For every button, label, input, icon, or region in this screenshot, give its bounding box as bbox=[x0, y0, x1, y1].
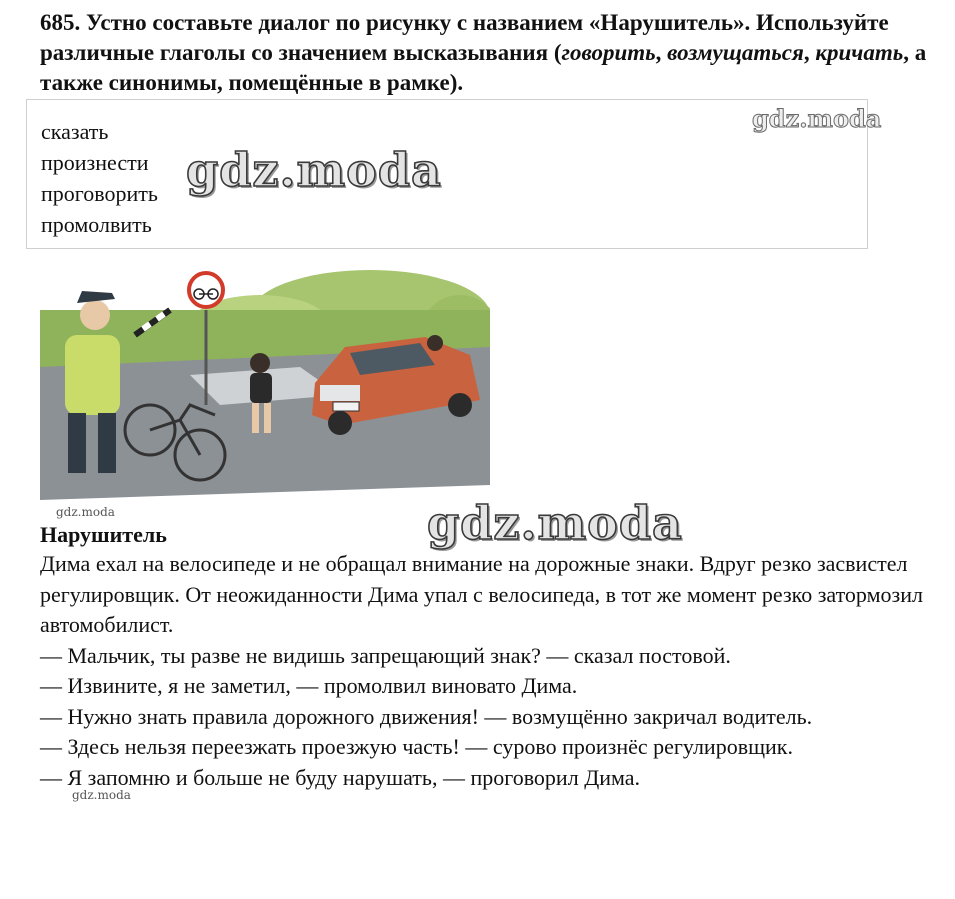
task-number: 685. bbox=[40, 10, 81, 35]
watermark-logo: gdz.moda bbox=[752, 104, 882, 133]
traffic-scene-illustration bbox=[40, 255, 490, 515]
synonym-item: проговорить bbox=[41, 181, 158, 206]
story-text bbox=[40, 549, 940, 793]
dialogue-line: — Здесь нельзя переезжать проезжую часть! — сурово произнёс регулировщик. bbox=[40, 734, 793, 759]
synonyms-frame bbox=[26, 99, 868, 249]
task-verb: возмущаться bbox=[667, 40, 804, 65]
synonym-item: промолвить bbox=[41, 212, 152, 237]
dialogue-line: — Мальчик, ты разве не видишь запрещающий знак? — сказал постовой. bbox=[40, 642, 731, 668]
task-statement: 685. Устно составьте диалог по рисунку с названием «Нарушитель». Используйте различные глаголы со значением высказывания (говорить, возмущаться, кричать, а также синонимы, помещённые в рамке). bbox=[40, 10, 927, 95]
task-verb: говорить bbox=[561, 40, 656, 65]
synonyms-list bbox=[41, 116, 158, 240]
task-text-part-1: Устно составьте диалог по рисунку с названием «Нарушитель». Используйте различные глаголы со значением высказывания ( bbox=[40, 10, 889, 65]
watermark-logo: gdz.moda bbox=[427, 496, 683, 550]
watermark-small: gdz.moda bbox=[72, 788, 131, 802]
no-bicycles-sign bbox=[189, 273, 223, 307]
story-paragraph: Дима ехал на велосипеде и не обращал внимание на дорожные знаки. Вдруг резко засвистел регулировщик. От неожиданности Дима упал с велосипеда, в тот же момент резко затормозил автомобилист. bbox=[40, 551, 923, 637]
task-text-part-2: , а также синонимы, помещённые в рамке). bbox=[40, 40, 927, 95]
dialogue-line: — Извините, я не заметил, — промолвил виновато Дима. bbox=[40, 673, 578, 698]
synonym-item: произнести bbox=[41, 150, 149, 175]
synonym-item: сказать bbox=[41, 119, 109, 144]
dialogue-line: — Я запомню и больше не буду нарушать, — проговорил Дима. bbox=[40, 764, 641, 790]
task-verb: кричать bbox=[815, 40, 904, 65]
watermark-small: gdz.moda bbox=[56, 505, 115, 519]
dialogue-line: — Нужно знать правила дорожного движения! — возмущённо закричал водитель. bbox=[40, 703, 813, 729]
watermark-logo: gdz.moda bbox=[186, 143, 442, 197]
story-title: Нарушитель bbox=[40, 522, 167, 547]
